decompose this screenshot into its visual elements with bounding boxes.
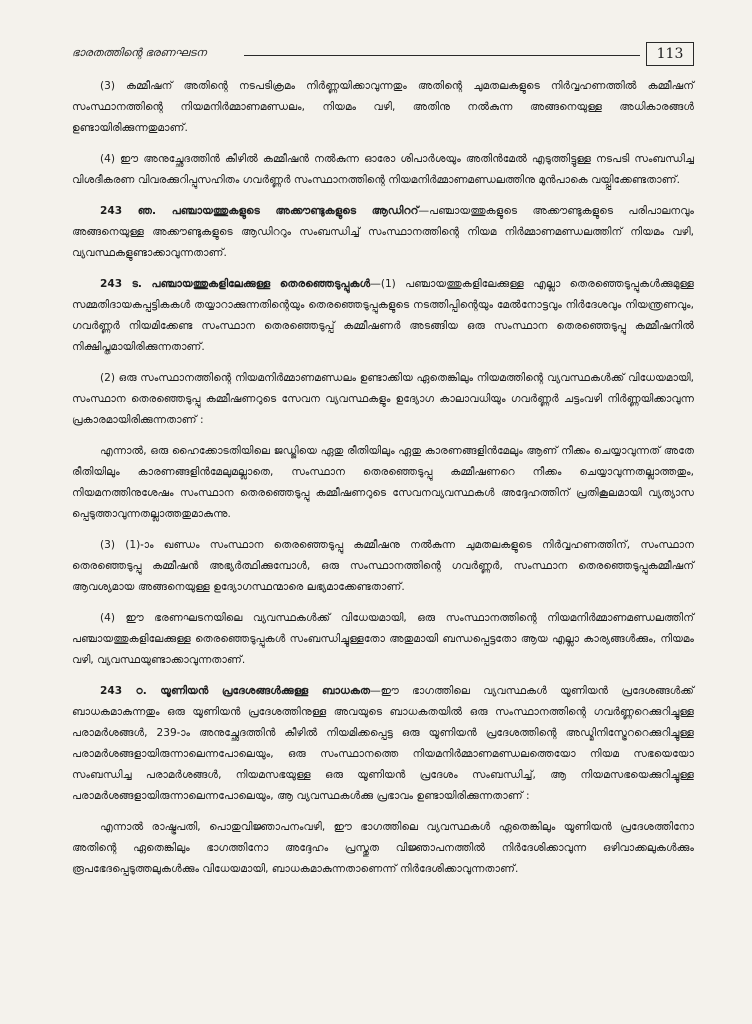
page-header <box>72 42 694 68</box>
section-243-tha: 243 ഠ. യൂണിയൻ പ്രദേശങ്ങൾക്കുള്ള ബാധകത—ഈ ഭാഗത്തിലെ വ്യവസ്ഥകൾ യൂണിയൻ പ്രദേശങ്ങൾക്ക് ബാധകമാകുന്നതും ഒരു യൂണിയൻ പ്രദേശത്തിനുള്ള അവയുടെ ബാധകതയിൽ ഒരു സംസ്ഥാനത്തിന്റെ ഗവർണ്ണറെക്കുറിച്ചുള്ള പരാമർശങ്ങൾ, 239-ാം അനുച്ഛേദത്തിൻ കീഴിൽ നിയമിക്കപ്പെട്ട ഒരു യൂണിയൻ പ്രദേശത്തിന്റെ അഡ്മിനിസ്ട്രേററെക്കുറിച്ചുള്ള പരാമർശങ്ങളായിരുന്നാലെന്നപോലെയും, ഒരു സംസ്ഥാനത്തെ നിയമനിർമ്മാണമണ്ഡലത്തെയോ നിയമ സഭയെയോ സംബന്ധിച്ച പരാമർശങ്ങൾ, നിയമസഭയുള്ള ഒരു യൂണിയൻ പ്രദേശം സംബന്ധിച്ച്, ആ നിയമസഭയെക്കുറിച്ചുള്ള പരാമർശങ്ങളായിരുന്നാലെന്നപോലെയും, ആ വ്യവസ്ഥകൾക്കു പ്രഭാവം ഉണ്ടായിരിക്കുന്നതാണ് : <box>72 685 695 802</box>
paragraph-243ta-clause-3: (3) (1)-ാം ഖണ്ഡം സംസ്ഥാന തെരഞ്ഞെടുപ്പു കമ്മീഷനു നൽകുന്ന ചുമതലകളുടെ നിർവ്വഹണത്തിന്, സംസ്ഥാന തെരഞ്ഞെടുപ്പു കമ്മീഷൻ അഭ്യർത്ഥിക്കുമ്പോൾ, ഒരു സംസ്ഥാനത്തിന്റെ ഗവർണ്ണർ, സംസ്ഥാന തെരഞ്ഞെടുപ്പുകമ്മീഷന് ആവശ്യമായ അങ്ങനെയുള്ള ഉദ്യോഗസ്ഥന്മാരെ ലഭ്യമാക്കേണ്ടതാണ്. <box>72 539 694 593</box>
paragraph-243tha-proviso: എന്നാൽ രാഷ്ട്രപതി, പൊതുവിജ്ഞാപനംവഴി, ഈ ഭാഗത്തിലെ വ്യവസ്ഥകൾ ഏതെങ്കിലും യൂണിയൻ പ്രദേശത്തിനോ അതിന്റെ ഏതെങ്കിലും ഭാഗത്തിനോ അദ്ദേഹം പ്രസ്തുത വിജ്ഞാപനത്തിൽ നിർദേശിക്കാവുന്ന ഒഴിവാക്കലുകൾക്കും രൂപഭേദപ്പെടുത്തലുകൾക്കും വിധേയമായി, ബാധകമാകുന്നതാണെന്ന് നിർദേശിക്കാവുന്നതാണ്. <box>72 821 694 875</box>
paragraph-243n-clause-3: (3) കമ്മീഷന് അതിന്റെ നടപടിക്രമം നിർണ്ണയിക്കാവുന്നതും അതിന്റെ ചുമതലകളുടെ നിർവ്വഹണത്തിൽ കമ്മീഷന് സംസ്ഥാനത്തിന്റെ നിയമനിർമ്മാണമണ്ഡലം, നിയമം വഴി, അതിനു നൽകുന്ന അങ്ങനെയുള്ള അധികാരങ്ങൾ ഉണ്ടായിരിക്കുന്നതുമാണ്. <box>72 80 694 134</box>
header-rule <box>244 55 640 56</box>
running-title: ഭാരതത്തിന്റെ ഭരണഘടന <box>72 46 207 59</box>
paragraph-243n-clause-4: (4) ഈ അനുച്ഛേദത്തിൻ കീഴിൽ കമ്മീഷൻ നൽകുന്ന ഓരോ ശിപാർശയും അതിൻമേൽ എടുത്തിട്ടുള്ള നടപടി സംബന്ധിച്ച വിശദീകരണ വിവരക്കുറിപ്പുസഹിതം ഗവർണ്ണർ സംസ്ഥാനത്തിന്റെ നിയമനിർമ്മാണമണ്ഡലത്തിനു മുൻപാകെ വയ്പ്പിക്കേണ്ടതാണ്. <box>72 153 694 186</box>
section-heading: 243 ഠ. യൂണിയൻ പ്രദേശങ്ങൾക്കുള്ള ബാധകത <box>100 685 371 697</box>
section-heading: 243 ട. പഞ്ചായത്തുകളിലേക്കുള്ള തെരഞ്ഞെടുപ്പുകൾ <box>100 278 371 290</box>
page-number: 113 <box>646 42 694 66</box>
section-243-nja: 243 ഞ. പഞ്ചായത്തുകളുടെ അക്കൗണ്ടുകളുടെ ആഡിററ്—പഞ്ചായത്തുകളുടെ അക്കൗണ്ടുകളുടെ പരിപാലനവും അങ്ങനെയുള്ള അക്കൗണ്ടുകളുടെ ആഡിററും സംബന്ധിച്ച് സംസ്ഥാനത്തിന്റെ നിയമ നിർമ്മാണമണ്ഡലത്തിന് നിയമം വഴി, വ്യവസ്ഥകളുണ്ടാക്കാവുന്നതാണ്. <box>72 205 694 259</box>
section-heading: 243 ഞ. പഞ്ചായത്തുകളുടെ അക്കൗണ്ടുകളുടെ ആഡിററ് <box>100 205 419 217</box>
paragraph-243ta-clause-4: (4) ഈ ഭരണഘടനയിലെ വ്യവസ്ഥകൾക്ക് വിധേയമായി, ഒരു സംസ്ഥാനത്തിന്റെ നിയമനിർമ്മാണമണ്ഡലത്തിന് പഞ്ചായത്തുകളിലേക്കുള്ള തെരഞ്ഞെടുപ്പുകൾ സംബന്ധിച്ചുള്ളതോ അതുമായി ബന്ധപ്പെട്ടതോ ആയ എല്ലാ കാര്യങ്ങൾക്കും, നിയമം വഴി, വ്യവസ്ഥയുണ്ടാക്കാവുന്നതാണ്. <box>72 612 694 666</box>
paragraph-243ta-proviso: എന്നാൽ, ഒരു ഹൈക്കോടതിയിലെ ജഡ്ജിയെ ഏതു രീതിയിലും ഏതു കാരണങ്ങളിൻമേലും ആണ് നീക്കം ചെയ്യാവുന്നത് അതേ രീതിയിലും കാരണങ്ങളിൻമേലുമല്ലാതെ, സംസ്ഥാന തെരഞ്ഞെടുപ്പു കമ്മീഷണറെ നീക്കം ചെയ്യാവുന്നതല്ലാത്തതും, നിയമനത്തിനുശേഷം സംസ്ഥാന തെരഞ്ഞെടുപ്പു കമ്മീഷണറുടെ സേവനവ്യവസ്ഥകൾ അദ്ദേഹത്തിന് പ്രതികൂലമായി വ്യത്യാസ പ്പെടുത്താവുന്നതല്ലാത്തതുമാകുന്നു. <box>72 445 694 520</box>
section-243-ta: 243 ട. പഞ്ചായത്തുകളിലേക്കുള്ള തെരഞ്ഞെടുപ്പുകൾ—(1) പഞ്ചായത്തുകളിലേക്കുള്ള എല്ലാ തെരഞ്ഞെടുപ്പുകൾക്കുമുള്ള സമ്മതിദായകപ്പട്ടികകൾ തയ്യാറാക്കുന്നതിന്റെയും തെരഞ്ഞെടുപ്പുകളുടെ നടത്തിപ്പിന്റെയും മേൽനോട്ടവും നിർദേശവും നിയന്ത്രണവും, ഗവർണ്ണർ നിയമിക്കേണ്ട സംസ്ഥാന തെരഞ്ഞെടുപ്പ് കമ്മീഷണർ അടങ്ങിയ ഒരു സംസ്ഥാന തെരഞ്ഞെടുപ്പു കമ്മീഷനിൽ നിക്ഷിപ്തമായിരിക്കുന്നതാണ്. <box>72 278 694 353</box>
paragraph-243ta-clause-2: (2) ഒരു സംസ്ഥാനത്തിന്റെ നിയമനിർമ്മാണമണ്ഡലം ഉണ്ടാക്കിയ ഏതെങ്കിലും നിയമത്തിന്റെ വ്യവസ്ഥകൾക്ക് വിധേയമായി, സംസ്ഥാന തെരഞ്ഞെടുപ്പു കമ്മീഷണറുടെ സേവന വ്യവസ്ഥകളും ഉദ്യോഗ കാലാവധിയും ഗവർണ്ണർ ചട്ടംവഴി നിർണ്ണയിക്കാവുന്ന പ്രകാരമായിരിക്കുന്നതാണ് : <box>72 372 694 426</box>
document-body <box>72 76 694 890</box>
